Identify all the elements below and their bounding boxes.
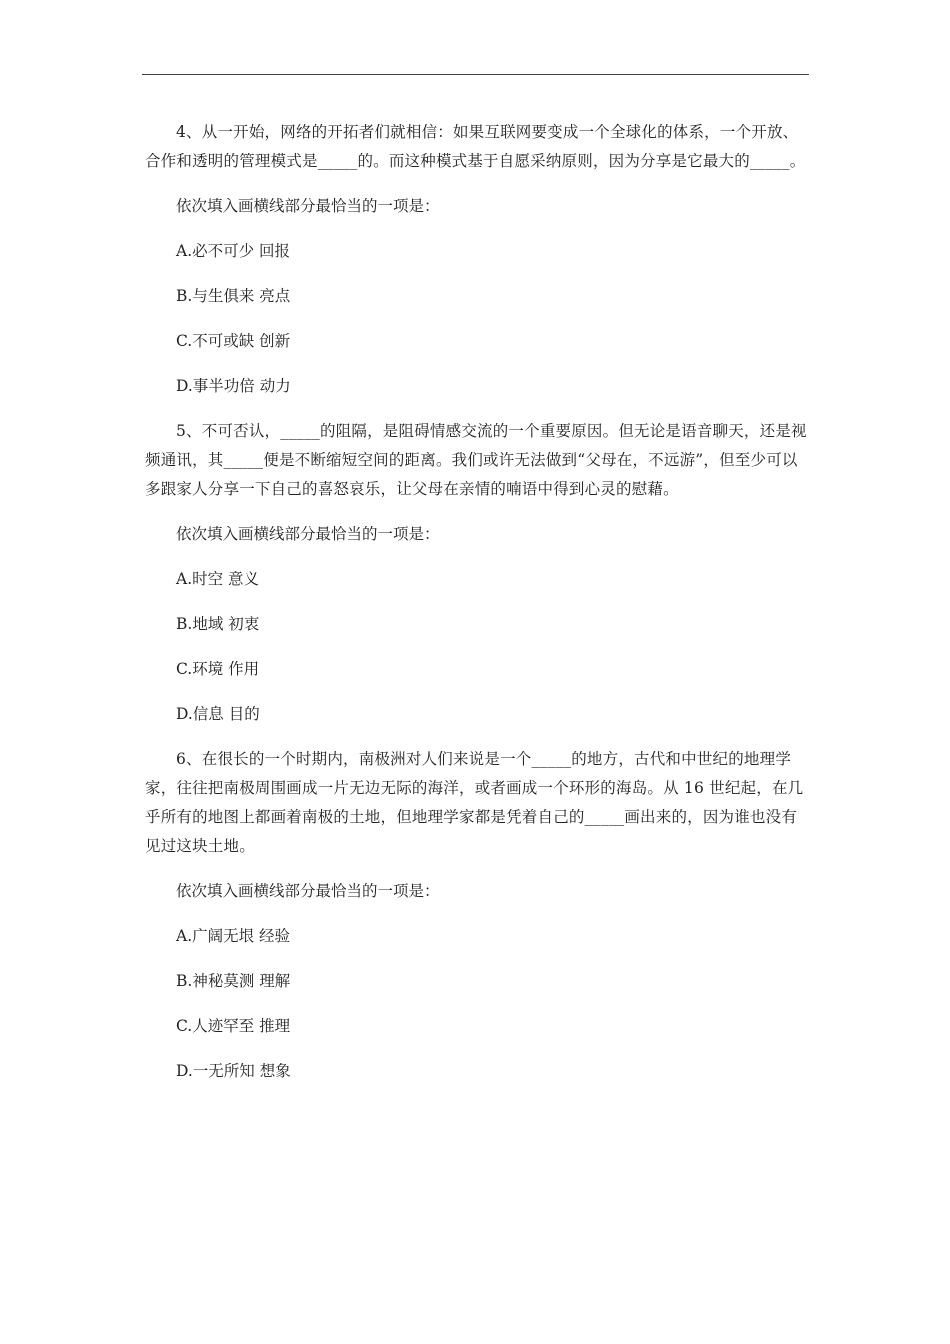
question-6 — [145, 745, 809, 1086]
document-body — [145, 118, 809, 1086]
option-c: C.不可或缺 创新 — [176, 332, 291, 350]
question-prompt: 依次填入画横线部分最恰当的一项是： — [176, 197, 440, 215]
question-prompt: 依次填入画横线部分最恰当的一项是： — [176, 525, 440, 543]
option-c: C.环境 作用 — [176, 660, 260, 678]
option-a: A.必不可少 回报 — [176, 242, 291, 260]
header-rule — [142, 74, 809, 75]
question-text: 4、从一开始，网络的开拓者们就相信：如果互联网要变成一个全球化的体系，一个开放、合作和透明的管理模式是_____的。而这种模式基于自愿采纳原则，因为分享是它最大的_____。 — [145, 123, 806, 170]
option-d: D.一无所知 想象 — [176, 1062, 291, 1080]
option-b: B.与生俱来 亮点 — [176, 287, 291, 305]
question-5 — [145, 417, 809, 729]
question-text: 6、在很长的一个时期内，南极洲对人们来说是一个_____的地方，古代和中世纪的地理学家，往往把南极周围画成一片无边无际的海洋，或者画成一个环形的海岛。从 16 世纪起，在几乎所有的地图上都画着南极的土地，但地理学家都是凭着自己的_____画出来的，因为谁也没有见过这块土地。 — [145, 750, 804, 855]
question-prompt: 依次填入画横线部分最恰当的一项是： — [176, 882, 440, 900]
question-4 — [145, 118, 809, 401]
option-b: B.地域 初衷 — [176, 615, 260, 633]
option-d: D.事半功倍 动力 — [176, 377, 291, 395]
option-d: D.信息 目的 — [176, 705, 260, 723]
option-b: B.神秘莫测 理解 — [176, 972, 291, 990]
option-a: A.广阔无垠 经验 — [176, 927, 291, 945]
question-text: 5、不可否认，_____的阻隔，是阻碍情感交流的一个重要原因。但无论是语音聊天，还是视频通讯，其_____便是不断缩短空间的距离。我们或许无法做到“父母在，不远游”，但至少可以多跟家人分享一下自己的喜怒哀乐，让父母在亲情的喃语中得到心灵的慰藉。 — [145, 422, 807, 498]
option-a: A.时空 意义 — [176, 570, 260, 588]
option-c: C.人迹罕至 推理 — [176, 1017, 291, 1035]
